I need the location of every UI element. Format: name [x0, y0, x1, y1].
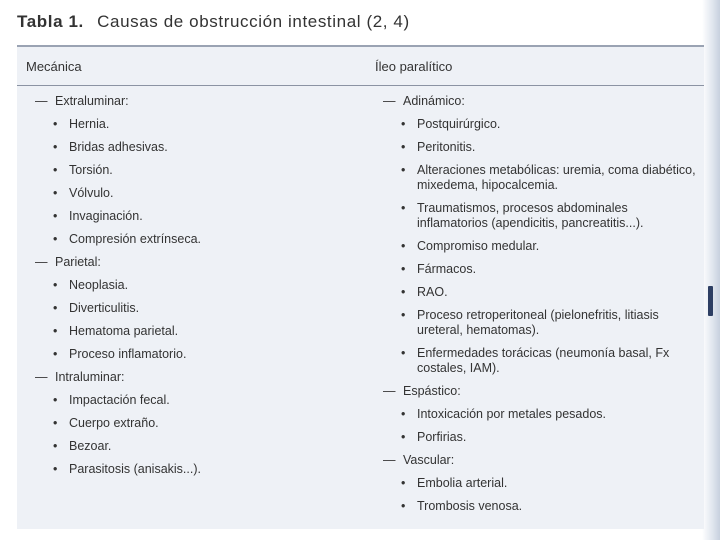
bullet-icon: • [401, 262, 406, 276]
group-label-text: Extraluminar: [55, 94, 129, 108]
list-item-text: Bridas adhesivas. [69, 140, 168, 154]
list-item-text: Proceso retroperitoneal (pielonefritis, litiasis ureteral, hematomas). [417, 308, 659, 337]
list-item-text: Bezoar. [69, 439, 112, 453]
list-item-text: Embolia arterial. [417, 476, 508, 490]
bullet-icon: • [53, 209, 58, 223]
bullet-icon: • [53, 140, 58, 154]
dash-marker: — [383, 94, 396, 108]
list-item [35, 462, 365, 477]
group-label [35, 370, 365, 385]
list-item-text: Parasitosis (anisakis...). [69, 462, 201, 476]
list-item-text: Intoxicación por metales pesados. [417, 407, 606, 421]
list-item-text: Cuerpo extraño. [69, 416, 159, 430]
list-item-text: Peritonitis. [417, 140, 476, 154]
list-item [35, 439, 365, 454]
list-item [383, 140, 699, 155]
group-label-text: Vascular: [403, 453, 455, 467]
list-item [383, 262, 699, 277]
list-item-text: Porfirias. [417, 430, 467, 444]
group-label [383, 384, 699, 399]
header-ileo-paralitico: Íleo paralítico [375, 59, 453, 74]
bullet-icon: • [401, 163, 406, 177]
bullet-icon: • [401, 140, 406, 154]
bullet-icon: • [53, 186, 58, 200]
table-header [17, 47, 704, 86]
bullet-icon: • [401, 201, 406, 215]
list-item [383, 430, 699, 445]
bullet-icon: • [401, 346, 406, 360]
bullet-icon: • [401, 430, 406, 444]
list-item [35, 278, 365, 293]
bullet-icon: • [53, 301, 58, 315]
causes-table [17, 45, 704, 529]
table-caption [17, 12, 410, 32]
list-item [35, 140, 365, 155]
header-mecanica: Mecánica [26, 59, 82, 74]
bullet-icon: • [53, 462, 58, 476]
list-item [35, 232, 365, 247]
bullet-icon: • [53, 347, 58, 361]
table-number: Tabla 1. [17, 12, 84, 31]
edge-marker [708, 286, 713, 316]
list-item [35, 393, 365, 408]
list-item [383, 407, 699, 422]
list-item-text: Enfermedades torácicas (neumonía basal, Fx costales, IAM). [417, 346, 670, 375]
group-label [383, 94, 699, 109]
list-item [383, 499, 699, 514]
list-item [35, 117, 365, 132]
group-label [35, 94, 365, 109]
dash-marker: — [35, 370, 48, 384]
list-item [383, 476, 699, 491]
bullet-icon: • [401, 476, 406, 490]
list-item-text: Compromiso medular. [417, 239, 540, 253]
list-item [383, 201, 699, 231]
list-item [35, 347, 365, 362]
list-item [383, 308, 699, 338]
dash-marker: — [35, 94, 48, 108]
list-item [383, 163, 699, 193]
bullet-icon: • [401, 117, 406, 131]
bullet-icon: • [401, 239, 406, 253]
group-label-text: Adinámico: [403, 94, 465, 108]
list-item-text: Diverticulitis. [69, 301, 140, 315]
bullet-icon: • [401, 499, 406, 513]
bullet-icon: • [53, 324, 58, 338]
group-label-text: Espástico: [403, 384, 461, 398]
list-item [35, 209, 365, 224]
group-label-text: Intraluminar: [55, 370, 125, 384]
dash-marker: — [383, 453, 396, 467]
bullet-icon: • [53, 439, 58, 453]
table-title: Causas de obstrucción intestinal (2, 4) [97, 12, 410, 31]
bullet-icon: • [53, 393, 58, 407]
list-item-text: Alteraciones metabólicas: uremia, coma diabético, mixedema, hipocalcemia. [417, 163, 696, 192]
list-item-text: Hematoma parietal. [69, 324, 179, 338]
group-label [35, 255, 365, 270]
group-label-text: Parietal: [55, 255, 101, 269]
bullet-icon: • [53, 163, 58, 177]
list-item [35, 186, 365, 201]
list-item-text: Torsión. [69, 163, 113, 177]
list-item-text: Proceso inflamatorio. [69, 347, 187, 361]
list-item [383, 346, 699, 376]
list-item [35, 301, 365, 316]
list-item-text: Vólvulo. [69, 186, 114, 200]
list-item-text: Fármacos. [417, 262, 477, 276]
bullet-icon: • [53, 117, 58, 131]
list-item-text: Hernia. [69, 117, 110, 131]
dash-marker: — [35, 255, 48, 269]
column-mecanica [35, 94, 365, 485]
bullet-icon: • [53, 278, 58, 292]
group-label [383, 453, 699, 468]
list-item [383, 239, 699, 254]
dash-marker: — [383, 384, 396, 398]
list-item-text: Trombosis venosa. [417, 499, 523, 513]
list-item [35, 163, 365, 178]
list-item-text: Compresión extrínseca. [69, 232, 202, 246]
list-item [35, 324, 365, 339]
column-ileo-paralitico [383, 94, 699, 522]
list-item [383, 117, 699, 132]
list-item-text: RAO. [417, 285, 448, 299]
bullet-icon: • [401, 308, 406, 322]
list-item-text: Traumatismos, procesos abdominales inflamatorios (apendicitis, pancreatitis...). [417, 201, 644, 230]
bullet-icon: • [401, 407, 406, 421]
bullet-icon: • [401, 285, 406, 299]
list-item-text: Impactación fecal. [69, 393, 170, 407]
list-item [35, 416, 365, 431]
bullet-icon: • [53, 416, 58, 430]
list-item-text: Invaginación. [69, 209, 143, 223]
bullet-icon: • [53, 232, 58, 246]
list-item [383, 285, 699, 300]
list-item-text: Neoplasia. [69, 278, 129, 292]
list-item-text: Postquirúrgico. [417, 117, 501, 131]
slide-right-edge [702, 0, 720, 540]
